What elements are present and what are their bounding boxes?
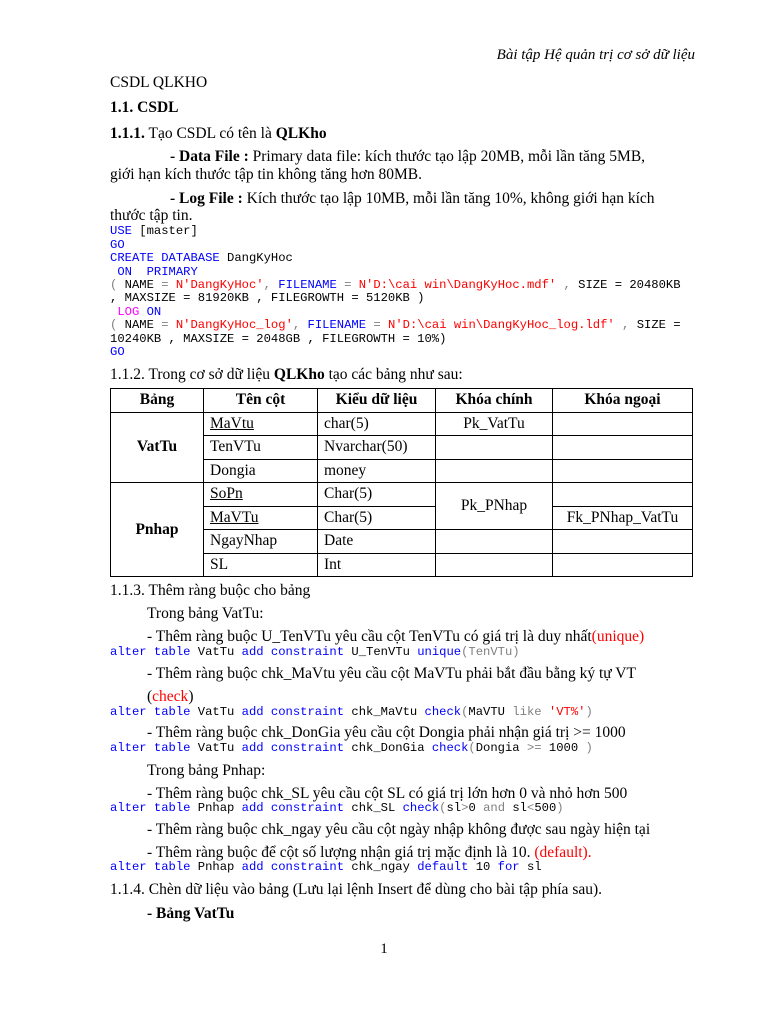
table-cell: Char(5) (318, 506, 436, 530)
code-line (110, 305, 161, 319)
code-string: N'DangKyHoc' (175, 278, 264, 292)
code-keyword: for (497, 860, 520, 874)
header-cell: Tên cột (204, 389, 318, 413)
code-text: VatTu (190, 741, 242, 755)
code-string: N'DangKyHoc_log' (175, 318, 293, 332)
table-cell (553, 459, 693, 483)
code-keyword: add constraint (241, 741, 345, 755)
section-number: 1.1.1. (110, 125, 145, 142)
code-line: 10240KB , MAXSIZE = 2048GB , FILEGROWTH = 10%) (110, 332, 447, 346)
code-text (542, 705, 549, 719)
code-text: NAME (124, 318, 154, 332)
subheading-bang-vattu: - Bảng VatTu (147, 905, 235, 922)
page-number: 1 (380, 941, 388, 957)
header-cell: Khóa chính (436, 389, 553, 413)
table-cell (553, 412, 693, 436)
code-keyword: alter table (110, 860, 191, 874)
table-header-row (111, 389, 693, 413)
pk-column: MaVTu (210, 508, 259, 526)
header-cell: Khóa ngoại (553, 389, 693, 413)
code-op: ( (110, 318, 125, 332)
paren: ( (147, 688, 153, 705)
code-keyword: ON (139, 305, 162, 319)
code-keyword: check (402, 801, 440, 815)
code-text: NAME (124, 278, 154, 292)
code-op: = (153, 278, 176, 292)
code-op: ) (585, 705, 593, 719)
code-text: sl (446, 801, 462, 815)
table-cell (436, 553, 553, 577)
db-name: QLKho (275, 125, 327, 142)
code-text: DangKyHoc (219, 251, 293, 265)
constraint-desc: - Thêm ràng buộc để cột số lượng nhận giá trị mặc định là 10. (147, 844, 535, 861)
code-line (110, 705, 593, 719)
code-op: > (461, 801, 469, 815)
code-text: chk_MaVtu (344, 705, 425, 719)
section-1-1-2 (110, 366, 463, 384)
table-cell: char(5) (318, 412, 436, 436)
doc-title: CSDL QLKHO (110, 74, 208, 91)
section-text: 1.1.2. Trong cơ sở dữ liệu (110, 366, 274, 383)
log-file-text: Kích thước tạo lập 10MB, mỗi lần tăng 10%, không giới hạn kích (242, 190, 655, 207)
code-text: (TenVTu) (461, 645, 520, 659)
data-file-line2: giới hạn kích thước tập tin không tăng hơn 80MB. (110, 166, 422, 183)
pk-column: SoPn (210, 485, 243, 503)
code-text: [master] (131, 224, 198, 238)
table-cell: TenVTu (204, 436, 318, 460)
code-op: like (512, 705, 542, 719)
code-line (110, 741, 593, 755)
code-keyword: check (431, 741, 469, 755)
section-1-1-3: 1.1.3. Thêm ràng buộc cho bảng (110, 582, 311, 599)
table-cell: Dongia (204, 459, 318, 483)
code-keyword: alter table (110, 705, 191, 719)
constraint-type: check (152, 688, 189, 705)
table-cell: Int (318, 553, 436, 577)
table-cell: Pk_VatTu (436, 412, 553, 436)
code-op: , (263, 278, 279, 292)
code-line: ( NAME = N'DangKyHoc', FILENAME = N'D:\cai win\DangKyHoc.mdf' , SIZE = 20480KB (110, 278, 681, 292)
schema-table (110, 388, 693, 577)
section-text: tạo các bảng như sau: (324, 366, 463, 383)
code-op: ) (556, 801, 564, 815)
code-line: ( NAME = N'DangKyHoc_log', FILENAME = N'D:\cai win\DangKyHoc_log.ldf' , SIZE = (110, 318, 681, 332)
code-keyword: CREATE DATABASE (110, 251, 220, 265)
code-op: = (366, 318, 388, 332)
code-text: MaVTU (468, 705, 513, 719)
code-text: SIZE = (629, 318, 681, 332)
code-text: Pnhap (190, 801, 242, 815)
table-cell: money (318, 459, 436, 483)
table-cell (553, 483, 693, 507)
code-keyword: default (417, 860, 469, 874)
code-keyword: USE (110, 224, 132, 238)
code-keyword: FILENAME (278, 278, 337, 292)
code-line (110, 251, 293, 265)
section-text: Tạo CSDL có tên là (144, 125, 276, 142)
code-keyword: check (424, 705, 462, 719)
table-row (111, 483, 693, 507)
code-line (110, 860, 542, 874)
code-op: ( (439, 801, 447, 815)
constraint-text: - Thêm ràng buộc chk_DonGia yêu cầu cột Dongia phải nhận giá trị >= 1000 (147, 724, 626, 741)
table-name-cell: VatTu (111, 412, 204, 483)
code-text: VatTu (190, 705, 242, 719)
code-op: = (153, 318, 176, 332)
paren: ) (188, 688, 194, 705)
data-file-line1 (170, 148, 645, 166)
table-cell: Char(5) (318, 483, 436, 507)
log-file-label: - Log File : (170, 190, 243, 207)
table-cell (553, 530, 693, 554)
table-cell: SL (204, 553, 318, 577)
code-text: 1000 (541, 741, 586, 755)
pk-column: MaVtu (210, 414, 254, 432)
code-string: 'VT%' (548, 705, 586, 719)
constraint-text: - Thêm ràng buộc chk_ngay yêu cầu cột ngày nhập không được sau ngày hiện tại (147, 821, 651, 838)
code-text: Pnhap (190, 860, 242, 874)
section-1-1: 1.1. CSDL (110, 99, 179, 116)
code-line (110, 645, 520, 659)
constraint-desc: - Thêm ràng buộc U_TenVTu yêu cầu cột TenVTu có giá trị là duy nhất (147, 628, 592, 645)
subheading-pnhap: Trong bảng Pnhap: (147, 762, 266, 779)
table-cell (204, 506, 318, 530)
code-line: ON PRIMARY (110, 265, 198, 279)
table-cell (436, 459, 553, 483)
code-text: sl (505, 801, 527, 815)
code-keyword: add constraint (241, 860, 345, 874)
code-text: VatTu (190, 645, 242, 659)
code-text: 10 (468, 860, 498, 874)
table-cell (204, 483, 318, 507)
code-op: and (483, 801, 506, 815)
header-cell: Bảng (111, 389, 204, 413)
code-text: Dongia (475, 741, 527, 755)
code-op: ( (468, 741, 476, 755)
code-line: GO (110, 238, 125, 252)
code-keyword: alter table (110, 741, 191, 755)
code-op: = (336, 278, 359, 292)
code-string: N'D:\cai win\DangKyHoc_log.ldf' (388, 318, 615, 332)
table-cell: Nvarchar(50) (318, 436, 436, 460)
code-text: chk_DonGia (344, 741, 432, 755)
table-cell (436, 530, 553, 554)
constraint-type: (default). (534, 844, 592, 861)
section-1-1-1 (110, 125, 327, 143)
code-keyword: LOG (110, 305, 140, 319)
table-cell (553, 436, 693, 460)
subheading-vattu: Trong bảng VatTu: (147, 605, 264, 622)
header-cell: Kiểu dữ liệu (318, 389, 436, 413)
table-row (111, 412, 693, 436)
code-keyword: FILENAME (307, 318, 367, 332)
code-op: ( (110, 278, 125, 292)
db-name: QLKho (273, 366, 325, 383)
data-file-label: - Data File : (170, 148, 249, 165)
code-op: ( (461, 705, 469, 719)
table-cell (204, 412, 318, 436)
code-line (110, 224, 198, 238)
table-cell (436, 436, 553, 460)
code-op: >= (526, 741, 542, 755)
code-line (110, 801, 564, 815)
code-op: ) (585, 741, 593, 755)
code-keyword: add constraint (241, 801, 345, 815)
log-file-line1 (170, 190, 655, 208)
code-keyword: alter table (110, 801, 191, 815)
code-string: N'D:\cai win\DangKyHoc.mdf' (358, 278, 557, 292)
code-text: 500 (534, 801, 557, 815)
constraint-text (147, 628, 644, 646)
constraint-text: - Thêm ràng buộc chk_MaVtu yêu cầu cột MaVTu phải bắt đầu bằng ký tự VT (147, 665, 636, 682)
table-cell: Pk_PNhap (436, 483, 553, 530)
code-keyword: add constraint (241, 705, 345, 719)
code-op: , (292, 318, 308, 332)
constraint-text: - Thêm ràng buộc chk_SL yêu cầu cột SL có giá trị lớn hơn 0 và nhỏ hơn 500 (147, 785, 628, 802)
code-text: chk_SL (344, 801, 403, 815)
code-keyword: unique (417, 645, 462, 659)
page-header: Bài tập Hệ quản trị cơ sở dữ liệu (496, 47, 695, 63)
data-file-text: Primary data file: kích thước tạo lập 20MB, mỗi lần tăng 5MB, (248, 148, 646, 165)
code-text: 0 (468, 801, 484, 815)
code-text: chk_ngay (344, 860, 418, 874)
code-op: < (527, 801, 535, 815)
code-keyword: add constraint (241, 645, 345, 659)
log-file-line2: thước tập tin. (110, 207, 193, 224)
code-line: , MAXSIZE = 81920KB , FILEGROWTH = 5120KB ) (110, 291, 425, 305)
table-cell: Date (318, 530, 436, 554)
table-cell: NgayNhap (204, 530, 318, 554)
table-name-cell: Pnhap (111, 483, 204, 577)
code-keyword: alter table (110, 645, 191, 659)
code-text: U_TenVTu (344, 645, 418, 659)
code-text: sl (519, 860, 542, 874)
code-line: GO (110, 345, 125, 359)
code-text: SIZE = 20480KB (570, 278, 681, 292)
constraint-type-line (147, 688, 193, 706)
table-cell: Fk_PNhap_VatTu (553, 506, 693, 530)
table-cell (553, 553, 693, 577)
constraint-type: (unique) (591, 628, 645, 645)
section-1-1-4: 1.1.4. Chèn dữ liệu vào bảng (Lưu lại lệnh Insert để dùng cho bài tập phía sau). (110, 881, 603, 898)
